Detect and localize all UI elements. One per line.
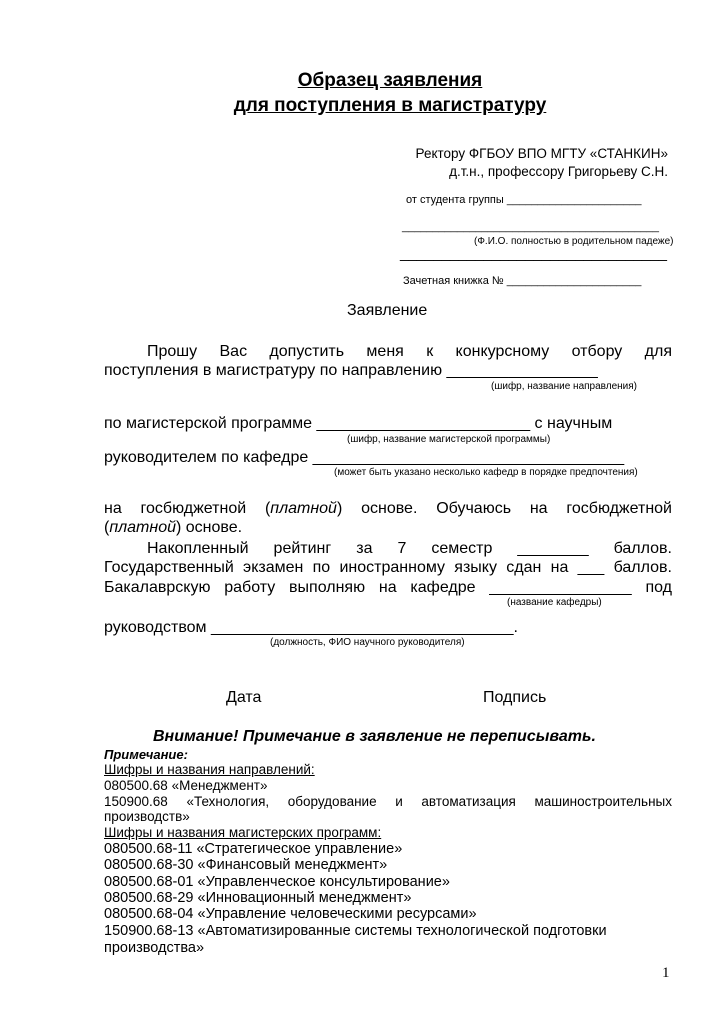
rector-line: Ректору ФГБОУ ВПО МГТУ «СТАНКИН» <box>415 146 668 161</box>
record-book-field: Зачетная книжка № ______________________ <box>403 275 642 287</box>
title-line-1: Образец заявления <box>297 70 483 91</box>
basis2-paid: платной <box>109 519 176 536</box>
direction-item-continued: производств» <box>104 809 190 824</box>
professor-line: д.т.н., профессору Григорьеву С.Н. <box>449 164 668 179</box>
date-label: Дата <box>226 689 262 706</box>
supervision-line: руководством __________________________________. <box>104 619 518 636</box>
note-label: Примечание: <box>104 747 188 762</box>
program-item-continued: производства» <box>104 940 205 956</box>
department-hint: (может быть указано несколько кафедр в порядке предпочтения) <box>334 467 638 478</box>
request-line-1: Прошу Вас допустить меня к конкурсному отбору для <box>147 343 672 360</box>
from-student-field: от студента группы ______________________ <box>406 194 642 206</box>
chair-hint: (название кафедры) <box>507 597 602 608</box>
basis-text-a: на госбюджетной ( <box>104 500 271 517</box>
rating-line: Накопленный рейтинг за 7 семестр ________ баллов. <box>147 540 672 557</box>
fio-hint: (Ф.И.О. полностью в родительном падеже) <box>474 236 674 247</box>
signature-label: Подпись <box>483 689 547 706</box>
direction-hint: (шифр, название направления) <box>491 381 638 392</box>
program-line: по магистерской программе ________________________ с научным <box>104 415 613 432</box>
basis-text-b: ) основе. Обучаюсь на госбюджетной <box>336 500 672 517</box>
department-line: руководителем по кафедре ___________________________________ <box>104 449 625 466</box>
programs-label: Шифры и названия магистерских программ: <box>104 825 382 840</box>
directions-label: Шифры и названия направлений: <box>104 762 315 777</box>
bachelor-line: Бакалаврскую работу выполняю на кафедре ________________ под <box>104 579 672 596</box>
program-item: 150900.68-13 «Автоматизированные системы технологической подготовки <box>104 923 607 939</box>
program-item: 080500.68-30 «Финансовый менеджмент» <box>104 857 388 873</box>
program-item: 080500.68-04 «Управление человеческими ресурсами» <box>104 906 477 922</box>
program-item: 080500.68-11 «Стратегическое управление» <box>104 841 403 857</box>
basis-line-1 <box>104 499 672 518</box>
basis2-text-a: ( <box>104 519 110 536</box>
warning-text: Внимание! Примечание в заявление не переписывать. <box>153 728 596 745</box>
page-number: 1 <box>662 965 670 981</box>
program-item: 080500.68-29 «Инновационный менеджмент» <box>104 890 412 906</box>
exam-line: Государственный экзамен по иностранному языку сдан на ___ баллов. <box>104 559 672 576</box>
statement-heading: Заявление <box>347 302 428 319</box>
program-hint: (шифр, название магистерской программы) <box>347 434 551 445</box>
basis2-text-b: ) основе. <box>175 519 243 536</box>
name-blank-line: __________________________________________ <box>402 221 659 233</box>
basis-line-2 <box>104 519 242 537</box>
name-blank-line-2: ________________________________ <box>400 245 667 262</box>
direction-item: 080500.68 «Менеджмент» <box>104 778 268 793</box>
direction-item: 150900.68 «Технология, оборудование и автоматизация машиностроительных <box>104 794 672 809</box>
request-line-2: поступления в магистратуру по направлению _________________ <box>104 362 598 379</box>
title-line-2: для поступления в магистратуру <box>233 95 547 116</box>
program-item: 080500.68-01 «Управленческое консультирование» <box>104 874 450 890</box>
supervisor-hint: (должность, ФИО научного руководителя) <box>270 637 465 648</box>
basis-paid: платной <box>270 500 337 517</box>
